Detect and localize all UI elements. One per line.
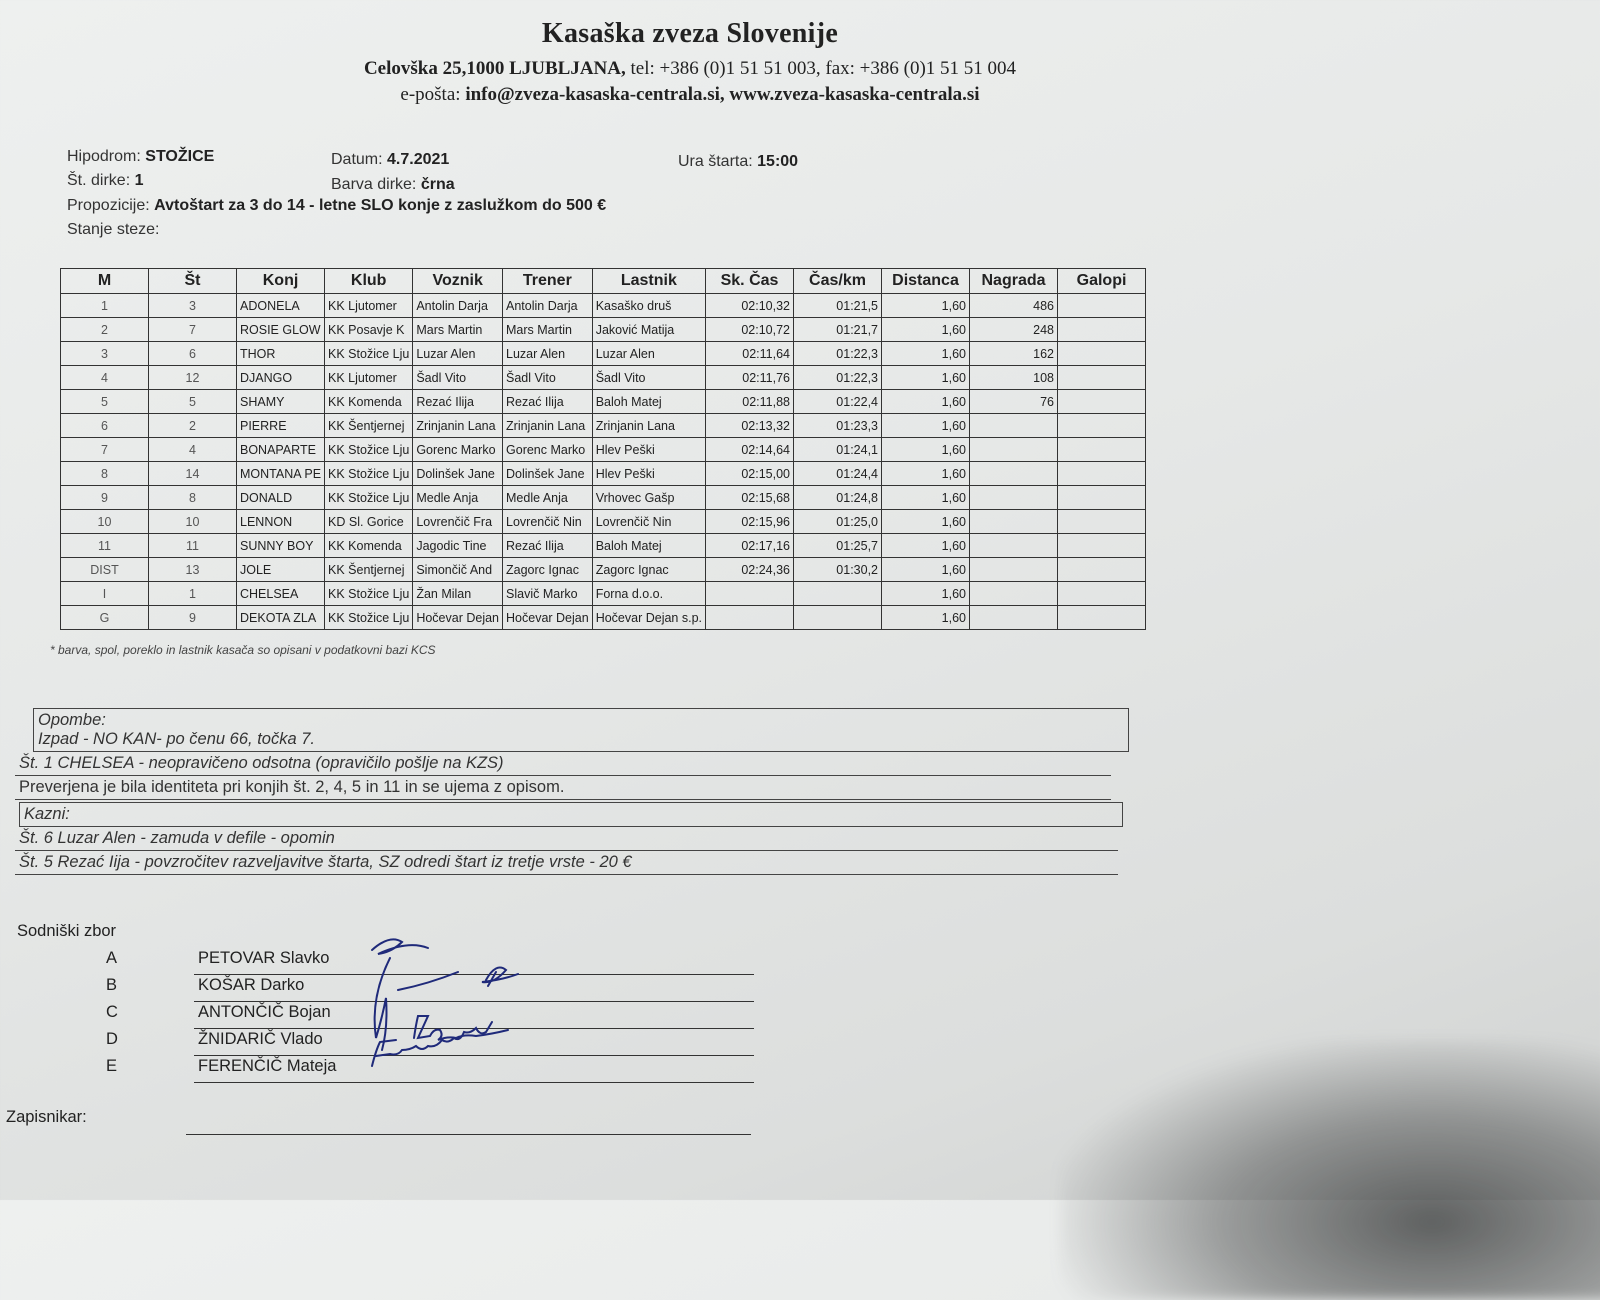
table-cell [1058, 414, 1146, 438]
col-m: M [61, 269, 149, 294]
judge-row-d [16, 1030, 756, 1056]
table-cell [1058, 318, 1146, 342]
table-cell: 01:21,5 [794, 294, 882, 318]
table-cell: Hočevar Dejan s.p. [592, 606, 705, 630]
judge-row-a [16, 949, 756, 975]
table-cell: 02:24,36 [706, 558, 794, 582]
table-row [61, 486, 1146, 510]
table-cell: Dolinšek Jane [413, 462, 503, 486]
table-cell: Hočevar Dejan [503, 606, 593, 630]
table-cell: 11 [61, 534, 149, 558]
table-cell: Luzar Alen [503, 342, 593, 366]
table-cell: 02:17,16 [706, 534, 794, 558]
table-row [61, 318, 1146, 342]
table-cell: Medle Anja [413, 486, 503, 510]
table-cell: Forna d.o.o. [592, 582, 705, 606]
table-cell: 1,60 [882, 318, 970, 342]
table-cell: 01:25,0 [794, 510, 882, 534]
table-cell: Rezać Ilija [413, 390, 503, 414]
table-cell: 02:11,76 [706, 366, 794, 390]
table-cell: 486 [970, 294, 1058, 318]
table-cell: 9 [61, 486, 149, 510]
table-cell: KK Šentjernej [325, 558, 413, 582]
table-cell: KK Ljutomer [325, 366, 413, 390]
table-cell: Mars Martin [503, 318, 593, 342]
col-trener: Trener [503, 269, 593, 294]
notes-label: Opombe: [38, 711, 106, 729]
table-cell: SUNNY BOY [237, 534, 325, 558]
table-cell: 02:15,68 [706, 486, 794, 510]
table-row [61, 534, 1146, 558]
table-cell: 9 [149, 606, 237, 630]
penalty-1: Št. 6 Luzar Alen - zamuda v defile - opomin [15, 827, 1118, 851]
table-cell: 5 [61, 390, 149, 414]
table-cell: 1,60 [882, 510, 970, 534]
table-cell: 1,60 [882, 390, 970, 414]
table-cell: DJANGO [237, 366, 325, 390]
table-cell: 162 [970, 342, 1058, 366]
table-cell: 6 [61, 414, 149, 438]
table-cell: Vrhovec Gašp [592, 486, 705, 510]
table-cell [706, 582, 794, 606]
table-cell: 4 [149, 438, 237, 462]
footnote: * barva, spol, poreklo in lastnik kasača so opisani v podatkovni bazi KCS [50, 643, 436, 657]
table-cell: 02:11,88 [706, 390, 794, 414]
race-conditions: Propozicije: Avtoštart za 3 do 14 - letne SLO konje z zaslužkom do 500 € [67, 197, 607, 214]
judge-name: FERENČIČ Mateja [194, 1057, 754, 1083]
judge-letter: A [106, 949, 118, 967]
judges-label: Sodniški zbor [17, 922, 117, 940]
table-cell: 02:10,72 [706, 318, 794, 342]
table-cell: Jagodic Tine [413, 534, 503, 558]
table-row [61, 510, 1146, 534]
table-cell [1058, 534, 1146, 558]
table-cell [1058, 366, 1146, 390]
table-cell: Rezać Ilija [503, 390, 593, 414]
table-cell [1058, 558, 1146, 582]
table-cell: 2 [61, 318, 149, 342]
table-cell [706, 606, 794, 630]
table-cell [1058, 342, 1146, 366]
note-2: Št. 1 CHELSEA - neopravičeno odsotna (opravičilo pošlje na KZS) [15, 752, 1111, 776]
table-row [61, 438, 1146, 462]
col-st: Št [149, 269, 237, 294]
table-cell: THOR [237, 342, 325, 366]
table-cell: 6 [149, 342, 237, 366]
judge-name: KOŠAR Darko [194, 976, 754, 1002]
table-cell: 01:22,3 [794, 342, 882, 366]
table-cell [1058, 462, 1146, 486]
recorder-label: Zapisnikar: [6, 1108, 87, 1126]
table-cell: LENNON [237, 510, 325, 534]
table-cell: 1 [61, 294, 149, 318]
table-cell: 1 [149, 582, 237, 606]
col-nagrada: Nagrada [970, 269, 1058, 294]
table-cell: 01:25,7 [794, 534, 882, 558]
col-distanca: Distanca [882, 269, 970, 294]
table-cell: 5 [149, 390, 237, 414]
judge-name: ANTONČIČ Bojan [194, 1003, 754, 1029]
recorder-signature-line [186, 1134, 751, 1135]
table-cell: 8 [149, 486, 237, 510]
table-cell: 1,60 [882, 558, 970, 582]
table-cell: 7 [61, 438, 149, 462]
table-cell: Jaković Matija [592, 318, 705, 342]
table-cell [1058, 606, 1146, 630]
table-cell: 02:15,96 [706, 510, 794, 534]
table-cell: 108 [970, 366, 1058, 390]
table-cell: Mars Martin [413, 318, 503, 342]
judge-letter: E [106, 1057, 118, 1075]
table-cell: Antolin Darja [503, 294, 593, 318]
table-cell [970, 534, 1058, 558]
race-color: Barva dirke: črna [331, 176, 455, 193]
table-cell: Lovrenčič Nin [592, 510, 705, 534]
table-cell: DIST [61, 558, 149, 582]
table-cell: 1,60 [882, 582, 970, 606]
table-cell: 76 [970, 390, 1058, 414]
table-cell: KK Stožice Lju [325, 582, 413, 606]
table-cell: Šadl Vito [503, 366, 593, 390]
race-date: Datum: 4.7.2021 [331, 151, 450, 168]
judge-name: PETOVAR Slavko [194, 949, 754, 975]
table-cell: Hlev Peški [592, 438, 705, 462]
table-cell: 01:21,7 [794, 318, 882, 342]
table-cell: 01:23,3 [794, 414, 882, 438]
table-cell: 3 [61, 342, 149, 366]
penalties-label: Kazni: [19, 802, 1123, 827]
table-cell: 248 [970, 318, 1058, 342]
table-cell [1058, 294, 1146, 318]
table-cell: SHAMY [237, 390, 325, 414]
col-voznik: Voznik [413, 269, 503, 294]
col-galopi: Galopi [1058, 269, 1146, 294]
table-cell: 14 [149, 462, 237, 486]
table-cell: 02:11,64 [706, 342, 794, 366]
table-cell: 02:10,32 [706, 294, 794, 318]
table-cell: Antolin Darja [413, 294, 503, 318]
table-cell: JOLE [237, 558, 325, 582]
results-table [60, 268, 1146, 630]
table-cell: ROSIE GLOW [237, 318, 325, 342]
judge-letter: C [106, 1003, 118, 1021]
table-cell: Zagorc Ignac [503, 558, 593, 582]
table-cell: MONTANA PE [237, 462, 325, 486]
table-cell: ADONELA [237, 294, 325, 318]
table-cell: KK Komenda [325, 390, 413, 414]
table-cell [970, 510, 1058, 534]
hippodrome: Hipodrom: STOŽICE [67, 148, 215, 165]
table-cell: KK Posavje K [325, 318, 413, 342]
table-cell: Baloh Matej [592, 534, 705, 558]
table-cell: Slavič Marko [503, 582, 593, 606]
table-header-row [61, 269, 1146, 294]
table-cell: 01:24,1 [794, 438, 882, 462]
notes-section [15, 708, 1130, 875]
table-cell: 1,60 [882, 438, 970, 462]
table-cell: 02:14,64 [706, 438, 794, 462]
table-cell: Gorenc Marko [413, 438, 503, 462]
col-klub: Klub [325, 269, 413, 294]
table-cell: 11 [149, 534, 237, 558]
table-cell [970, 414, 1058, 438]
table-cell: 2 [149, 414, 237, 438]
table-cell: 02:13,32 [706, 414, 794, 438]
org-address: Celovška 25,1000 LJUBLJANA, tel: +386 (0)1 51 51 003, fax: +386 (0)1 51 51 004 [363, 58, 1017, 79]
table-cell: I [61, 582, 149, 606]
table-cell: Lovrenčič Nin [503, 510, 593, 534]
table-cell [1058, 438, 1146, 462]
table-cell [970, 582, 1058, 606]
table-cell [1058, 510, 1146, 534]
table-cell [970, 486, 1058, 510]
col-konj: Konj [237, 269, 325, 294]
table-cell: Žan Milan [413, 582, 503, 606]
judge-name: ŽNIDARIČ Vlado [194, 1030, 754, 1056]
table-cell: KK Stožice Lju [325, 462, 413, 486]
penalty-2: Št. 5 Rezać Iija - povzročitev razveljavitve štarta, SZ odredi štart iz tretje vrste - 20 € [15, 851, 1118, 875]
table-cell: 12 [149, 366, 237, 390]
table-cell [794, 582, 882, 606]
col-cas-km: Čas/km [794, 269, 882, 294]
table-cell [970, 438, 1058, 462]
table-cell: 01:24,8 [794, 486, 882, 510]
table-cell: 1,60 [882, 534, 970, 558]
table-cell: Šadl Vito [592, 366, 705, 390]
table-cell: 3 [149, 294, 237, 318]
table-cell: Dolinšek Jane [503, 462, 593, 486]
judge-row-b [16, 976, 756, 1002]
table-cell: Šadl Vito [413, 366, 503, 390]
table-cell: Rezać Ilija [503, 534, 593, 558]
table-cell: CHELSEA [237, 582, 325, 606]
judge-letter: D [106, 1030, 118, 1048]
table-row [61, 558, 1146, 582]
table-cell: 7 [149, 318, 237, 342]
table-cell: 01:30,2 [794, 558, 882, 582]
table-cell: Hočevar Dejan [413, 606, 503, 630]
letterhead [0, 18, 1380, 106]
table-cell [794, 606, 882, 630]
table-row [61, 582, 1146, 606]
table-cell: 01:24,4 [794, 462, 882, 486]
table-cell: KK Šentjernej [325, 414, 413, 438]
track-condition: Stanje steze: [67, 221, 160, 238]
table-cell: Zrinjanin Lana [592, 414, 705, 438]
table-cell: KK Ljutomer [325, 294, 413, 318]
judge-row-e [16, 1057, 756, 1083]
table-cell [1058, 486, 1146, 510]
table-cell: 1,60 [882, 486, 970, 510]
note-1: Izpad - NO KAN- po čenu 66, točka 7. [38, 730, 315, 748]
table-cell [970, 462, 1058, 486]
table-cell: PIERRE [237, 414, 325, 438]
table-cell [970, 558, 1058, 582]
table-cell: KK Stožice Lju [325, 486, 413, 510]
col-lastnik: Lastnik [592, 269, 705, 294]
table-cell: DEKOTA ZLA [237, 606, 325, 630]
table-cell: Zrinjanin Lana [413, 414, 503, 438]
table-cell: Luzar Alen [413, 342, 503, 366]
table-cell: KD Sl. Gorice [325, 510, 413, 534]
table-cell: KK Stožice Lju [325, 606, 413, 630]
table-cell: BONAPARTE [237, 438, 325, 462]
table-cell: DONALD [237, 486, 325, 510]
table-row [61, 342, 1146, 366]
judge-letter: B [106, 976, 118, 994]
race-number: Št. dirke: 1 [67, 172, 144, 189]
table-cell: KK Stožice Lju [325, 438, 413, 462]
table-row [61, 606, 1146, 630]
table-cell: Lovrenčič Fra [413, 510, 503, 534]
table-cell: 01:22,3 [794, 366, 882, 390]
table-cell [1058, 390, 1146, 414]
table-row [61, 462, 1146, 486]
org-contact: e-pošta: info@zveza-kasaska-centrala.si, www.zveza-kasaska-centrala.si [400, 84, 980, 105]
table-cell: 13 [149, 558, 237, 582]
table-row [61, 414, 1146, 438]
table-cell: G [61, 606, 149, 630]
table-cell: 02:15,00 [706, 462, 794, 486]
judge-row-c [16, 1003, 756, 1029]
table-cell: Zagorc Ignac [592, 558, 705, 582]
table-cell: 10 [149, 510, 237, 534]
table-cell [1058, 582, 1146, 606]
table-cell: Baloh Matej [592, 390, 705, 414]
table-cell: Zrinjanin Lana [503, 414, 593, 438]
table-cell [970, 606, 1058, 630]
table-cell: Kasaško druš [592, 294, 705, 318]
notes-box [33, 708, 1129, 752]
col-sk-cas: Sk. Čas [706, 269, 794, 294]
table-cell: 01:22,4 [794, 390, 882, 414]
table-row [61, 294, 1146, 318]
table-cell: 10 [61, 510, 149, 534]
table-cell: KK Stožice Lju [325, 342, 413, 366]
table-row [61, 366, 1146, 390]
table-cell: Simončič And [413, 558, 503, 582]
table-cell: Luzar Alen [592, 342, 705, 366]
start-time: Ura štarta: 15:00 [678, 153, 799, 170]
table-cell: 1,60 [882, 462, 970, 486]
table-cell: 4 [61, 366, 149, 390]
table-cell: KK Komenda [325, 534, 413, 558]
table-cell: 1,60 [882, 294, 970, 318]
table-cell: Medle Anja [503, 486, 593, 510]
org-name: Kasaška zveza Slovenije [541, 18, 839, 49]
table-cell: 8 [61, 462, 149, 486]
table-cell: 1,60 [882, 342, 970, 366]
note-3: Preverjena je bila identiteta pri konjih št. 2, 4, 5 in 11 in se ujema z opisom. [15, 776, 1111, 800]
table-cell: Hlev Peški [592, 462, 705, 486]
table-cell: 1,60 [882, 414, 970, 438]
photo-shadow [1060, 1040, 1600, 1300]
table-row [61, 390, 1146, 414]
table-cell: Gorenc Marko [503, 438, 593, 462]
table-cell: 1,60 [882, 606, 970, 630]
table-cell: 1,60 [882, 366, 970, 390]
